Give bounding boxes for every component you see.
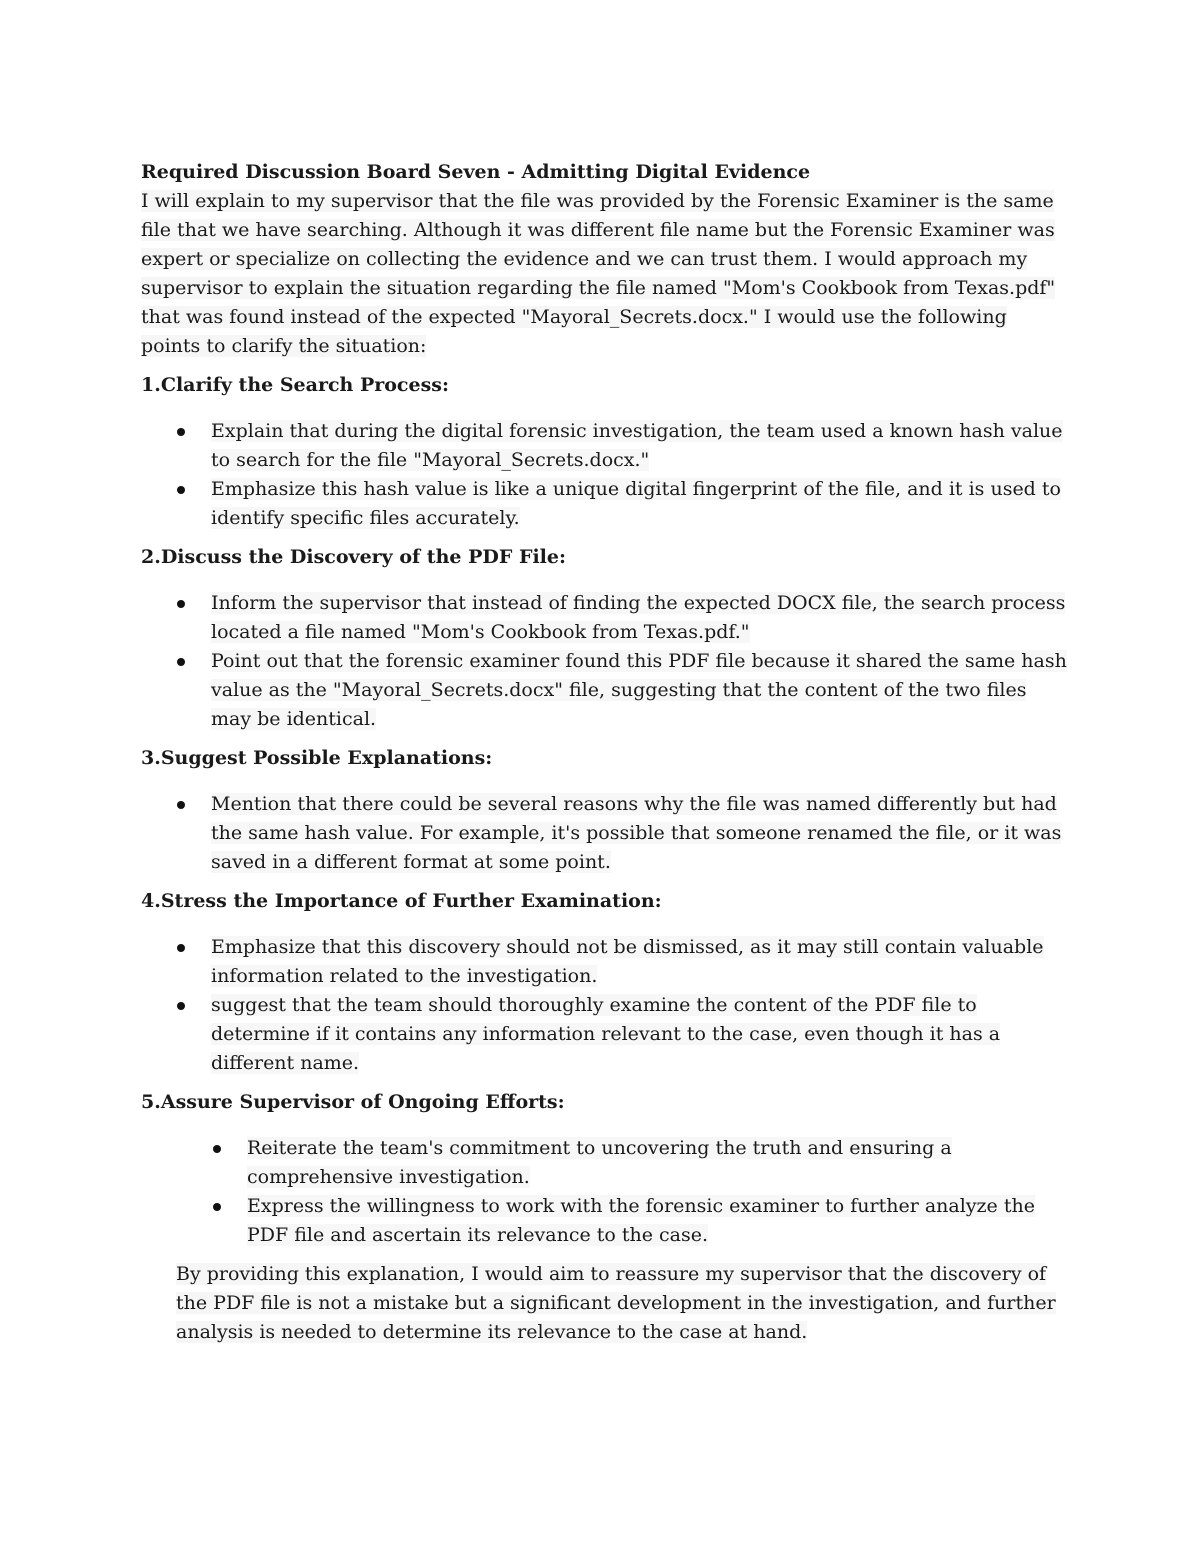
list-item xyxy=(141,475,1071,533)
document-body xyxy=(141,158,1071,1347)
list-item xyxy=(141,589,1071,647)
closing-paragraph xyxy=(141,1260,1071,1347)
list-item xyxy=(141,417,1071,475)
list-item-text: Emphasize this hash value is like a unique digital fingerprint of the file, and it is used to identify specific files accurately. xyxy=(211,478,1061,529)
list-item xyxy=(141,1134,1071,1192)
list-item-text: suggest that the team should thoroughly examine the content of the PDF file to determine if it contains any information relevant to the case, even though it has a different name. xyxy=(211,994,1001,1074)
bullet-dot-icon xyxy=(177,486,185,494)
closing-text: By providing this explanation, I would aim to reassure my supervisor that the discovery of the PDF file is not a mistake but a significant development in the investigation, and further analysis is needed to determine its relevance to the case at hand. xyxy=(176,1263,1056,1343)
bullet-dot-icon xyxy=(177,428,185,436)
intro-paragraph xyxy=(141,187,1071,361)
list-item-text: Express the willingness to work with the forensic examiner to further analyze the PDF file and ascertain its relevance to the case. xyxy=(247,1195,1035,1246)
section-heading: 3.Suggest Possible Explanations: xyxy=(141,747,493,769)
bullet-list xyxy=(141,790,1071,877)
list-item-text: Emphasize that this discovery should not be dismissed, as it may still contain valuable information related to the investigation. xyxy=(211,936,1044,987)
bullet-dot-icon xyxy=(177,944,185,952)
section-heading: 4.Stress the Importance of Further Examination: xyxy=(141,890,662,912)
bullet-dot-icon xyxy=(177,600,185,608)
bullet-list xyxy=(141,933,1071,1078)
list-item-text: Inform the supervisor that instead of finding the expected DOCX file, the search process located a file named "Mom's Cookbook from Texas.pdf." xyxy=(211,592,1066,643)
section-discuss-discovery xyxy=(141,543,1071,734)
bullet-dot-icon xyxy=(213,1145,221,1153)
section-ongoing-efforts xyxy=(141,1088,1071,1250)
bullet-dot-icon xyxy=(177,801,185,809)
list-item-text: Reiterate the team's commitment to uncovering the truth and ensuring a comprehensive investigation. xyxy=(247,1137,952,1188)
list-item xyxy=(141,790,1071,877)
bullet-list xyxy=(141,417,1071,533)
section-clarify-search xyxy=(141,371,1071,533)
bullet-dot-icon xyxy=(177,1002,185,1010)
section-heading: 5.Assure Supervisor of Ongoing Efforts: xyxy=(141,1091,565,1113)
bullet-list xyxy=(141,589,1071,734)
list-item-text: Mention that there could be several reasons why the file was named differently but had the same hash value. For example, it's possible that someone renamed the file, or it was saved in a different format at some point. xyxy=(211,793,1062,873)
list-item-text: Explain that during the digital forensic investigation, the team used a known hash value to search for the file "Mayoral_Secrets.docx." xyxy=(211,420,1063,471)
section-further-examination xyxy=(141,887,1071,1078)
bullet-list xyxy=(141,1134,1071,1250)
section-heading: 1.Clarify the Search Process: xyxy=(141,374,449,396)
bullet-dot-icon xyxy=(213,1203,221,1211)
list-item xyxy=(141,991,1071,1078)
section-heading: 2.Discuss the Discovery of the PDF File: xyxy=(141,546,566,568)
list-item xyxy=(141,933,1071,991)
bullet-dot-icon xyxy=(177,658,185,666)
document-title: Required Discussion Board Seven - Admitting Digital Evidence xyxy=(141,161,811,183)
intro-text: I will explain to my supervisor that the file was provided by the Forensic Examiner is the same file that we have searching. Although it was different file name but the Forensic Examiner was expert or specialize on collecting the evidence and we can trust them. I would approach my supervisor to explain the situation regarding the file named "Mom's Cookbook from Texas.pdf" that was found instead of the expected "Mayoral_Secrets.docx." I would use the following points to clarify the situation: xyxy=(141,190,1056,357)
list-item xyxy=(141,647,1071,734)
list-item xyxy=(141,1192,1071,1250)
list-item-text: Point out that the forensic examiner found this PDF file because it shared the same hash value as the "Mayoral_Secrets.docx" file, suggesting that the content of the two files may be identical. xyxy=(211,650,1067,730)
section-possible-explanations xyxy=(141,744,1071,877)
